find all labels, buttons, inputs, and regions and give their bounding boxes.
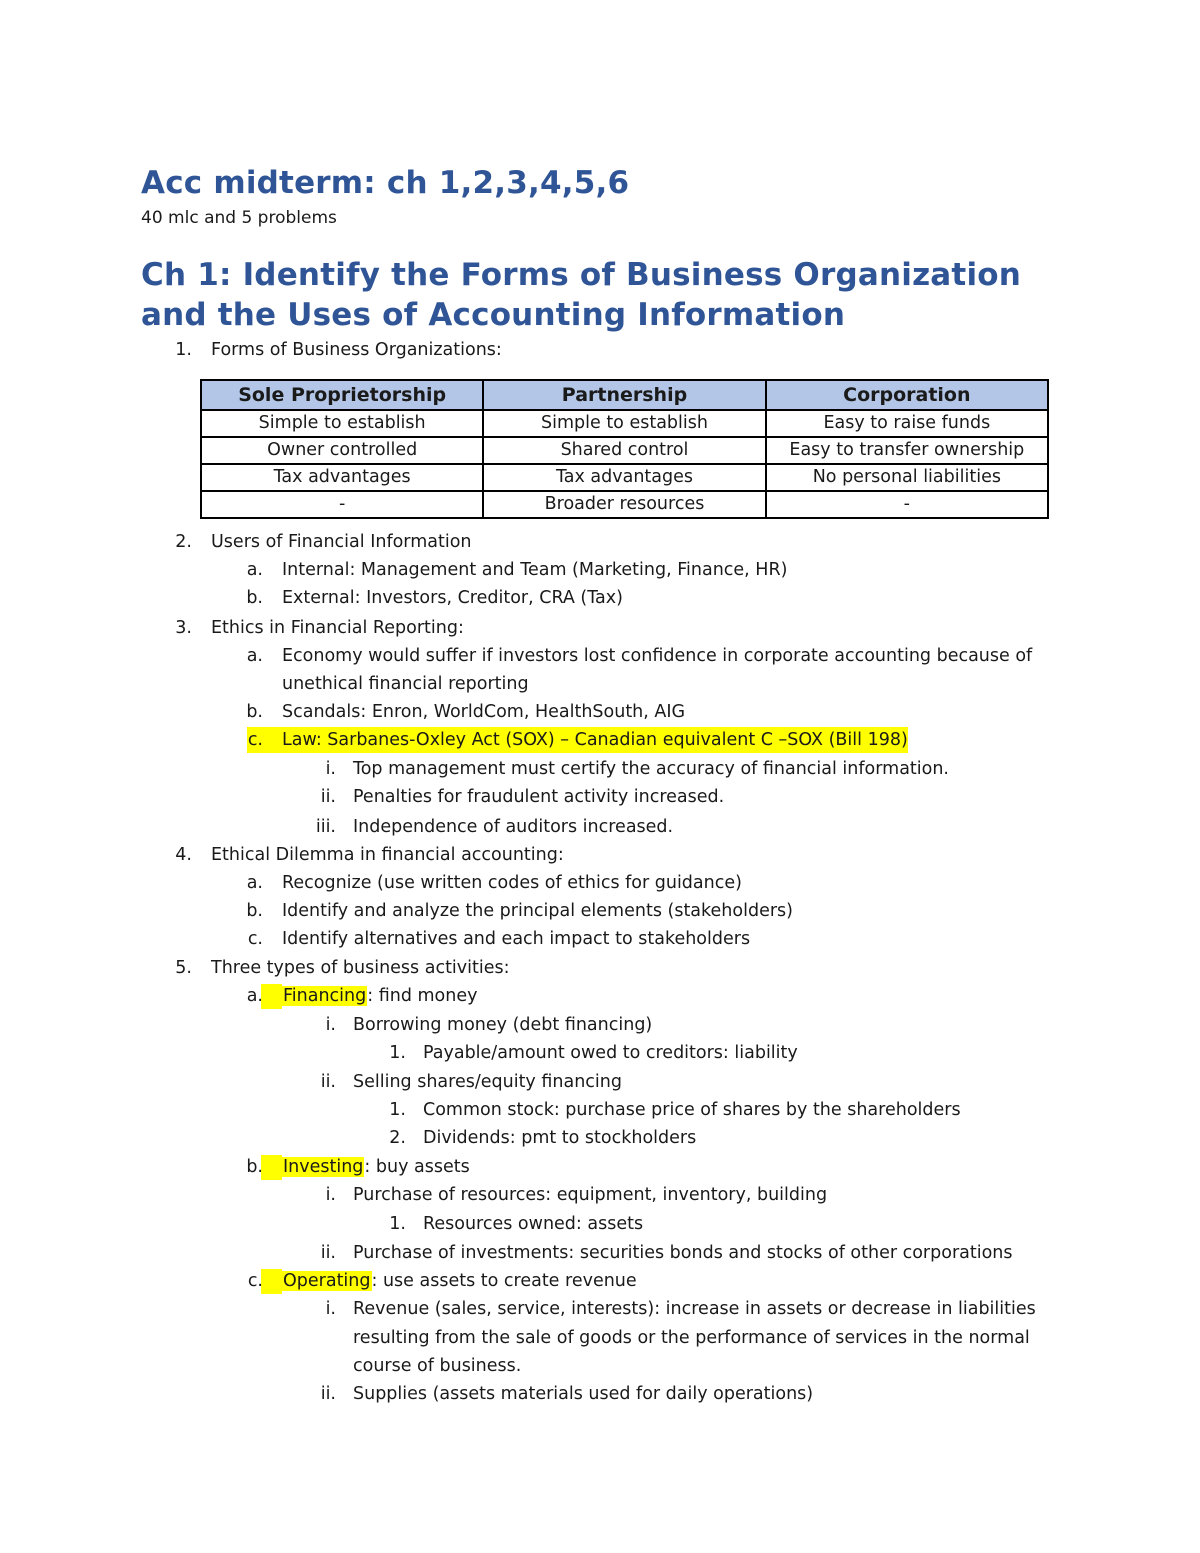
chapter-heading-line-1: Ch 1: Identify the Forms of Business Organization <box>141 257 1022 293</box>
list-item <box>282 1154 470 1180</box>
table-cell: Owner controlled <box>201 437 483 464</box>
list-item: Scandals: Enron, WorldCom, HealthSouth, AIG <box>282 702 686 722</box>
table-row <box>201 491 1048 518</box>
list-item: Recognize (use written codes of ethics for guidance) <box>282 873 742 893</box>
header-sole-proprietorship: Sole Proprietorship <box>201 380 483 410</box>
list-marker: c. <box>247 730 263 750</box>
document-title: Acc midterm: ch 1,2,3,4,5,6 <box>141 165 630 201</box>
table-cell: Easy to raise funds <box>766 410 1048 437</box>
table-cell: Broader resources <box>483 491 765 518</box>
list-marker: a. <box>246 986 263 1006</box>
list-marker: b. <box>246 702 263 722</box>
list-item: Ethical Dilemma in financial accounting: <box>211 845 564 865</box>
list-marker: a. <box>246 873 263 893</box>
list-item: Purchase of investments: securities bonds and stocks of other corporations <box>353 1243 1013 1263</box>
list-item: Borrowing money (debt financing) <box>353 1015 653 1035</box>
highlighted-term: Operating <box>283 1271 371 1291</box>
list-item: unethical financial reporting <box>282 674 529 694</box>
list-item: Three types of business activities: <box>211 958 510 978</box>
table-row <box>201 437 1048 464</box>
list-item: External: Investors, Creditor, CRA (Tax) <box>282 588 623 608</box>
list-marker: i. <box>325 1015 336 1035</box>
list-marker: 1. <box>389 1100 406 1120</box>
header-partnership: Partnership <box>483 380 765 410</box>
list-marker: iii. <box>315 817 336 837</box>
list-marker: a. <box>246 560 263 580</box>
highlight-band <box>261 984 282 1009</box>
table-row <box>201 464 1048 491</box>
list-item-text: : find money <box>367 986 478 1006</box>
table-cell: No personal liabilities <box>766 464 1048 491</box>
list-marker: 1. <box>175 340 192 360</box>
list-item-text: : use assets to create revenue <box>371 1271 637 1291</box>
list-item: Identify and analyze the principal elements (stakeholders) <box>282 901 793 921</box>
list-marker: ii. <box>320 787 336 807</box>
highlight-band <box>261 1155 282 1180</box>
list-marker: 2. <box>175 532 192 552</box>
list-item: Dividends: pmt to stockholders <box>423 1128 697 1148</box>
list-item: Selling shares/equity financing <box>353 1072 622 1092</box>
header-corporation: Corporation <box>766 380 1048 410</box>
list-item <box>282 1268 637 1294</box>
list-marker: 3. <box>175 618 192 638</box>
list-item: Payable/amount owed to creditors: liability <box>423 1043 798 1063</box>
list-item: Top management must certify the accuracy of financial information. <box>353 759 949 779</box>
table-cell: - <box>766 491 1048 518</box>
list-item: Resources owned: assets <box>423 1214 644 1234</box>
table-cell: Easy to transfer ownership <box>766 437 1048 464</box>
list-item: Ethics in Financial Reporting: <box>211 618 464 638</box>
list-item-text: : buy assets <box>364 1157 470 1177</box>
list-marker: 2. <box>389 1128 406 1148</box>
list-marker: ii. <box>320 1384 336 1404</box>
list-item: Forms of Business Organizations: <box>211 340 502 360</box>
list-marker: ii. <box>320 1243 336 1263</box>
list-item <box>282 983 477 1009</box>
list-marker: b. <box>246 1157 263 1177</box>
list-marker: b. <box>246 901 263 921</box>
list-marker: c. <box>247 1271 263 1291</box>
table-cell: Simple to establish <box>483 410 765 437</box>
list-item: Users of Financial Information <box>211 532 472 552</box>
business-forms-table <box>200 379 1049 519</box>
table-cell: Simple to establish <box>201 410 483 437</box>
highlighted-term: Investing <box>283 1157 364 1177</box>
list-marker: i. <box>325 1299 336 1319</box>
table-cell: - <box>201 491 483 518</box>
chapter-heading <box>141 255 1081 335</box>
table-header-row <box>201 380 1048 410</box>
list-item: Revenue (sales, service, interests): increase in assets or decrease in liabilities <box>353 1299 1036 1319</box>
document-subtitle: 40 mlc and 5 problems <box>141 208 337 228</box>
list-item: Law: Sarbanes-Oxley Act (SOX) – Canadian equivalent C –SOX (Bill 198) <box>282 727 908 753</box>
list-item: Supplies (assets materials used for daily operations) <box>353 1384 814 1404</box>
list-marker: 1. <box>389 1043 406 1063</box>
list-item: Independence of auditors increased. <box>353 817 674 837</box>
list-item: resulting from the sale of goods or the performance of services in the normal <box>353 1328 1030 1348</box>
table-cell: Shared control <box>483 437 765 464</box>
list-marker: c. <box>247 929 263 949</box>
list-item: Internal: Management and Team (Marketing, Finance, HR) <box>282 560 788 580</box>
table-cell: Tax advantages <box>201 464 483 491</box>
list-marker: ii. <box>320 1072 336 1092</box>
table-row <box>201 410 1048 437</box>
list-item: course of business. <box>353 1356 522 1376</box>
list-item: Identify alternatives and each impact to stakeholders <box>282 929 751 949</box>
list-item: Purchase of resources: equipment, inventory, building <box>353 1185 828 1205</box>
chapter-heading-line-2: and the Uses of Accounting Information <box>141 297 846 333</box>
list-item: Economy would suffer if investors lost confidence in corporate accounting because of <box>282 646 1033 666</box>
list-marker: a. <box>246 646 263 666</box>
list-marker: i. <box>325 1185 336 1205</box>
table-cell: Tax advantages <box>483 464 765 491</box>
list-marker: 1. <box>389 1214 406 1234</box>
list-item: Common stock: purchase price of shares by the shareholders <box>423 1100 961 1120</box>
highlight-band <box>261 1269 282 1294</box>
list-marker: i. <box>325 759 336 779</box>
list-marker: 4. <box>175 845 192 865</box>
list-marker: b. <box>246 588 263 608</box>
list-marker: 5. <box>175 958 192 978</box>
highlighted-term: Financing <box>283 986 367 1006</box>
list-item: Penalties for fraudulent activity increased. <box>353 787 725 807</box>
